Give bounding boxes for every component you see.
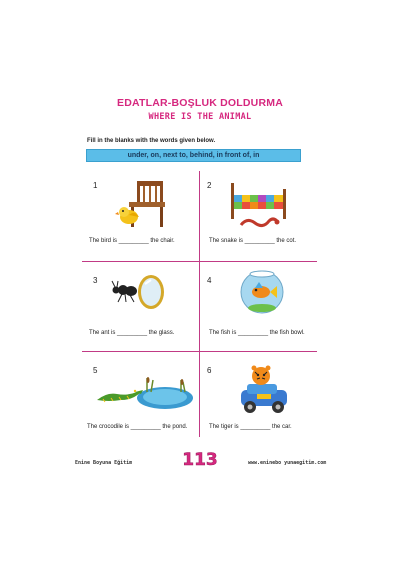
bird-chair-icon bbox=[115, 175, 175, 230]
crocodile-pond-icon bbox=[95, 372, 195, 412]
exercise-item-3 bbox=[85, 266, 205, 351]
page-title: EDATLAR-BOŞLUK DOLDURMA bbox=[117, 97, 283, 109]
exercise-item-6 bbox=[203, 358, 323, 443]
item-number: 1 bbox=[93, 181, 98, 190]
item-sentence: The snake is _________ the cot. bbox=[209, 238, 297, 244]
exercise-item-5 bbox=[85, 358, 205, 443]
page-number: 113 bbox=[182, 450, 218, 470]
item-number: 3 bbox=[93, 276, 98, 285]
snake-cot-icon bbox=[229, 175, 289, 230]
tiger-car-icon bbox=[233, 364, 293, 416]
item-sentence: The tiger is _________ the car. bbox=[209, 424, 292, 430]
item-sentence: The crocodile is _________ the pond. bbox=[87, 424, 188, 430]
item-number: 2 bbox=[207, 181, 212, 190]
item-sentence: The ant is _________ the glass. bbox=[89, 330, 175, 336]
word-box: under, on, next to, behind, in front of, in bbox=[86, 149, 301, 162]
item-sentence: The fish is _________ the fish bowl. bbox=[209, 330, 305, 336]
grid-divider-row-1 bbox=[82, 261, 317, 262]
fish-bowl-icon bbox=[237, 268, 287, 316]
item-sentence: The bird is _________ the chair. bbox=[89, 238, 175, 244]
footer-brand: Enine Boyuna Eğitim bbox=[75, 460, 133, 466]
exercise-item-1 bbox=[85, 175, 205, 260]
grid-divider-row-2 bbox=[82, 351, 317, 352]
item-number: 4 bbox=[207, 276, 212, 285]
footer-website: www.eninebo yunaegitim.com bbox=[248, 460, 327, 466]
page-subtitle: WHERE IS THE ANIMAL bbox=[148, 112, 252, 122]
ant-mirror-icon bbox=[107, 270, 167, 315]
item-number: 5 bbox=[93, 366, 98, 375]
exercise-item-2 bbox=[203, 175, 323, 260]
exercise-item-4 bbox=[203, 266, 323, 351]
item-number: 6 bbox=[207, 366, 212, 375]
instruction-text: Fill in the blanks with the words given below. bbox=[87, 138, 216, 144]
